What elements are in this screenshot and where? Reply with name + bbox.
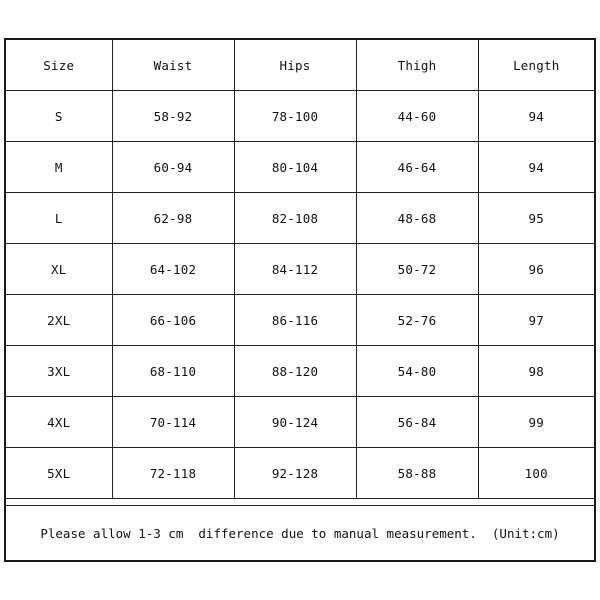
table-row	[6, 91, 594, 142]
cell-length: 97	[478, 295, 594, 346]
measurement-note: Please allow 1-3 cm difference due to manual measurement. (Unit:cm)	[6, 505, 594, 560]
cell-length: 94	[478, 91, 594, 142]
table-row	[6, 295, 594, 346]
table-row	[6, 193, 594, 244]
cell-hips: 82-108	[234, 193, 356, 244]
header-size: Size	[6, 40, 112, 91]
header-row	[6, 40, 594, 91]
table-row	[6, 244, 594, 295]
cell-thigh: 48-68	[356, 193, 478, 244]
cell-hips: 78-100	[234, 91, 356, 142]
cell-waist: 72-118	[112, 448, 234, 499]
table-row	[6, 397, 594, 448]
table-row	[6, 448, 594, 499]
cell-thigh: 50-72	[356, 244, 478, 295]
cell-hips: 80-104	[234, 142, 356, 193]
cell-waist: 58-92	[112, 91, 234, 142]
cell-thigh: 58-88	[356, 448, 478, 499]
cell-hips: 88-120	[234, 346, 356, 397]
cell-thigh: 54-80	[356, 346, 478, 397]
cell-thigh: 46-64	[356, 142, 478, 193]
header-thigh: Thigh	[356, 40, 478, 91]
header-waist: Waist	[112, 40, 234, 91]
cell-length: 95	[478, 193, 594, 244]
cell-hips: 90-124	[234, 397, 356, 448]
cell-waist: 62-98	[112, 193, 234, 244]
cell-thigh: 52-76	[356, 295, 478, 346]
table-row	[6, 142, 594, 193]
table-row	[6, 346, 594, 397]
cell-hips: 86-116	[234, 295, 356, 346]
cell-size: 4XL	[6, 397, 112, 448]
cell-length: 96	[478, 244, 594, 295]
size-chart	[4, 38, 596, 562]
cell-length: 99	[478, 397, 594, 448]
cell-length: 98	[478, 346, 594, 397]
cell-hips: 92-128	[234, 448, 356, 499]
cell-size: 5XL	[6, 448, 112, 499]
cell-thigh: 44-60	[356, 91, 478, 142]
cell-hips: 84-112	[234, 244, 356, 295]
cell-size: XL	[6, 244, 112, 295]
header-hips: Hips	[234, 40, 356, 91]
header-length: Length	[478, 40, 594, 91]
cell-size: 2XL	[6, 295, 112, 346]
cell-size: L	[6, 193, 112, 244]
cell-waist: 68-110	[112, 346, 234, 397]
cell-size: 3XL	[6, 346, 112, 397]
cell-size: S	[6, 91, 112, 142]
cell-length: 100	[478, 448, 594, 499]
cell-waist: 64-102	[112, 244, 234, 295]
cell-waist: 70-114	[112, 397, 234, 448]
cell-waist: 66-106	[112, 295, 234, 346]
size-table	[6, 40, 594, 499]
cell-waist: 60-94	[112, 142, 234, 193]
cell-size: M	[6, 142, 112, 193]
cell-length: 94	[478, 142, 594, 193]
cell-thigh: 56-84	[356, 397, 478, 448]
